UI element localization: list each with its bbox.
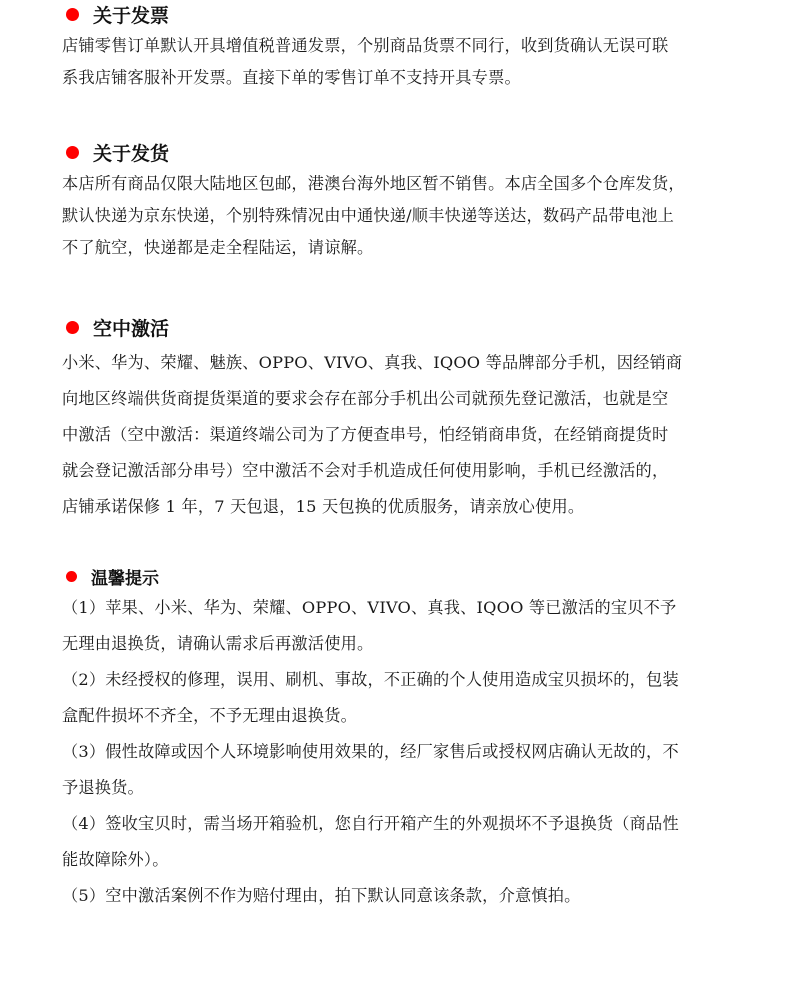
heading-text: 关于发货 bbox=[93, 142, 170, 165]
tip-line: 盒配件损坏不齐全，不予无理由退换货。 bbox=[62, 706, 357, 725]
section-heading bbox=[62, 138, 732, 166]
heading-text: 温馨提示 bbox=[91, 568, 159, 589]
paragraph-line: 店铺承诺保修 1 年，7 天包退，15 天包换的优质服务，请亲放心使用。 bbox=[62, 497, 585, 516]
red-dot-bullet-icon bbox=[66, 146, 79, 159]
tip-line: 能故障除外）。 bbox=[62, 850, 169, 869]
paragraph-line: 本店所有商品仅限大陆地区包邮，港澳台海外地区暂不销售。本店全国多个仓库发货， bbox=[62, 174, 685, 193]
paragraph-line: 店铺零售订单默认开具增值税普通发票，个别商品货票不同行，收到货确认无误可联 bbox=[62, 36, 669, 55]
heading-text: 空中激活 bbox=[93, 317, 170, 340]
section-invoice bbox=[62, 0, 732, 94]
section-heading bbox=[62, 313, 732, 341]
paragraph-line: 向地区终端供货商提货渠道的要求会存在部分手机出公司就预先登记激活，也就是空 bbox=[62, 389, 669, 408]
paragraph-line: 默认快递为京东快递，个别特殊情况由中通快递/顺丰快递等送达，数码产品带电池上 bbox=[62, 206, 674, 225]
tip-line: （2）未经授权的修理，误用、刷机、事故，不正确的个人使用造成宝贝损坏的，包装 bbox=[62, 670, 679, 689]
heading-text: 关于发票 bbox=[93, 4, 170, 27]
red-dot-bullet-icon bbox=[66, 571, 77, 582]
section-tips bbox=[62, 562, 732, 914]
section-heading bbox=[62, 562, 732, 590]
tip-line: 无理由退换货，请确认需求后再激活使用。 bbox=[62, 634, 374, 653]
tip-line: （4）签收宝贝时，需当场开箱验机，您自行开箱产生的外观损坏不予退换货（商品性 bbox=[62, 814, 679, 833]
paragraph-line: 系我店铺客服补开发票。直接下单的零售订单不支持开具专票。 bbox=[62, 68, 521, 87]
paragraph-line: 中激活（空中激活：渠道终端公司为了方便查串号，怕经销商串货，在经销商提货时 bbox=[62, 425, 669, 444]
tip-line: （5）空中激活案例不作为赔付理由，拍下默认同意该条款，介意慎拍。 bbox=[62, 886, 581, 905]
tip-line: （3）假性故障或因个人环境影响使用效果的，经厂家售后或授权网店确认无故的，不 bbox=[62, 742, 679, 761]
red-dot-bullet-icon bbox=[66, 321, 79, 334]
section-heading bbox=[62, 0, 732, 28]
paragraph-line: 小米、华为、荣耀、魅族、OPPO、VIVO、真我、IQOO 等品牌部分手机，因经销商 bbox=[62, 353, 683, 372]
section-air-activation bbox=[62, 313, 732, 525]
section-shipping bbox=[62, 138, 732, 264]
red-dot-bullet-icon bbox=[66, 8, 79, 21]
paragraph-line: 不了航空，快递都是走全程陆运，请谅解。 bbox=[62, 238, 374, 257]
tip-line: 予退换货。 bbox=[62, 778, 144, 797]
paragraph-line: 就会登记激活部分串号）空中激活不会对手机造成任何使用影响，手机已经激活的， bbox=[62, 461, 669, 480]
tip-line: （1）苹果、小米、华为、荣耀、OPPO、VIVO、真我、IQOO 等已激活的宝贝不予 bbox=[62, 598, 677, 617]
